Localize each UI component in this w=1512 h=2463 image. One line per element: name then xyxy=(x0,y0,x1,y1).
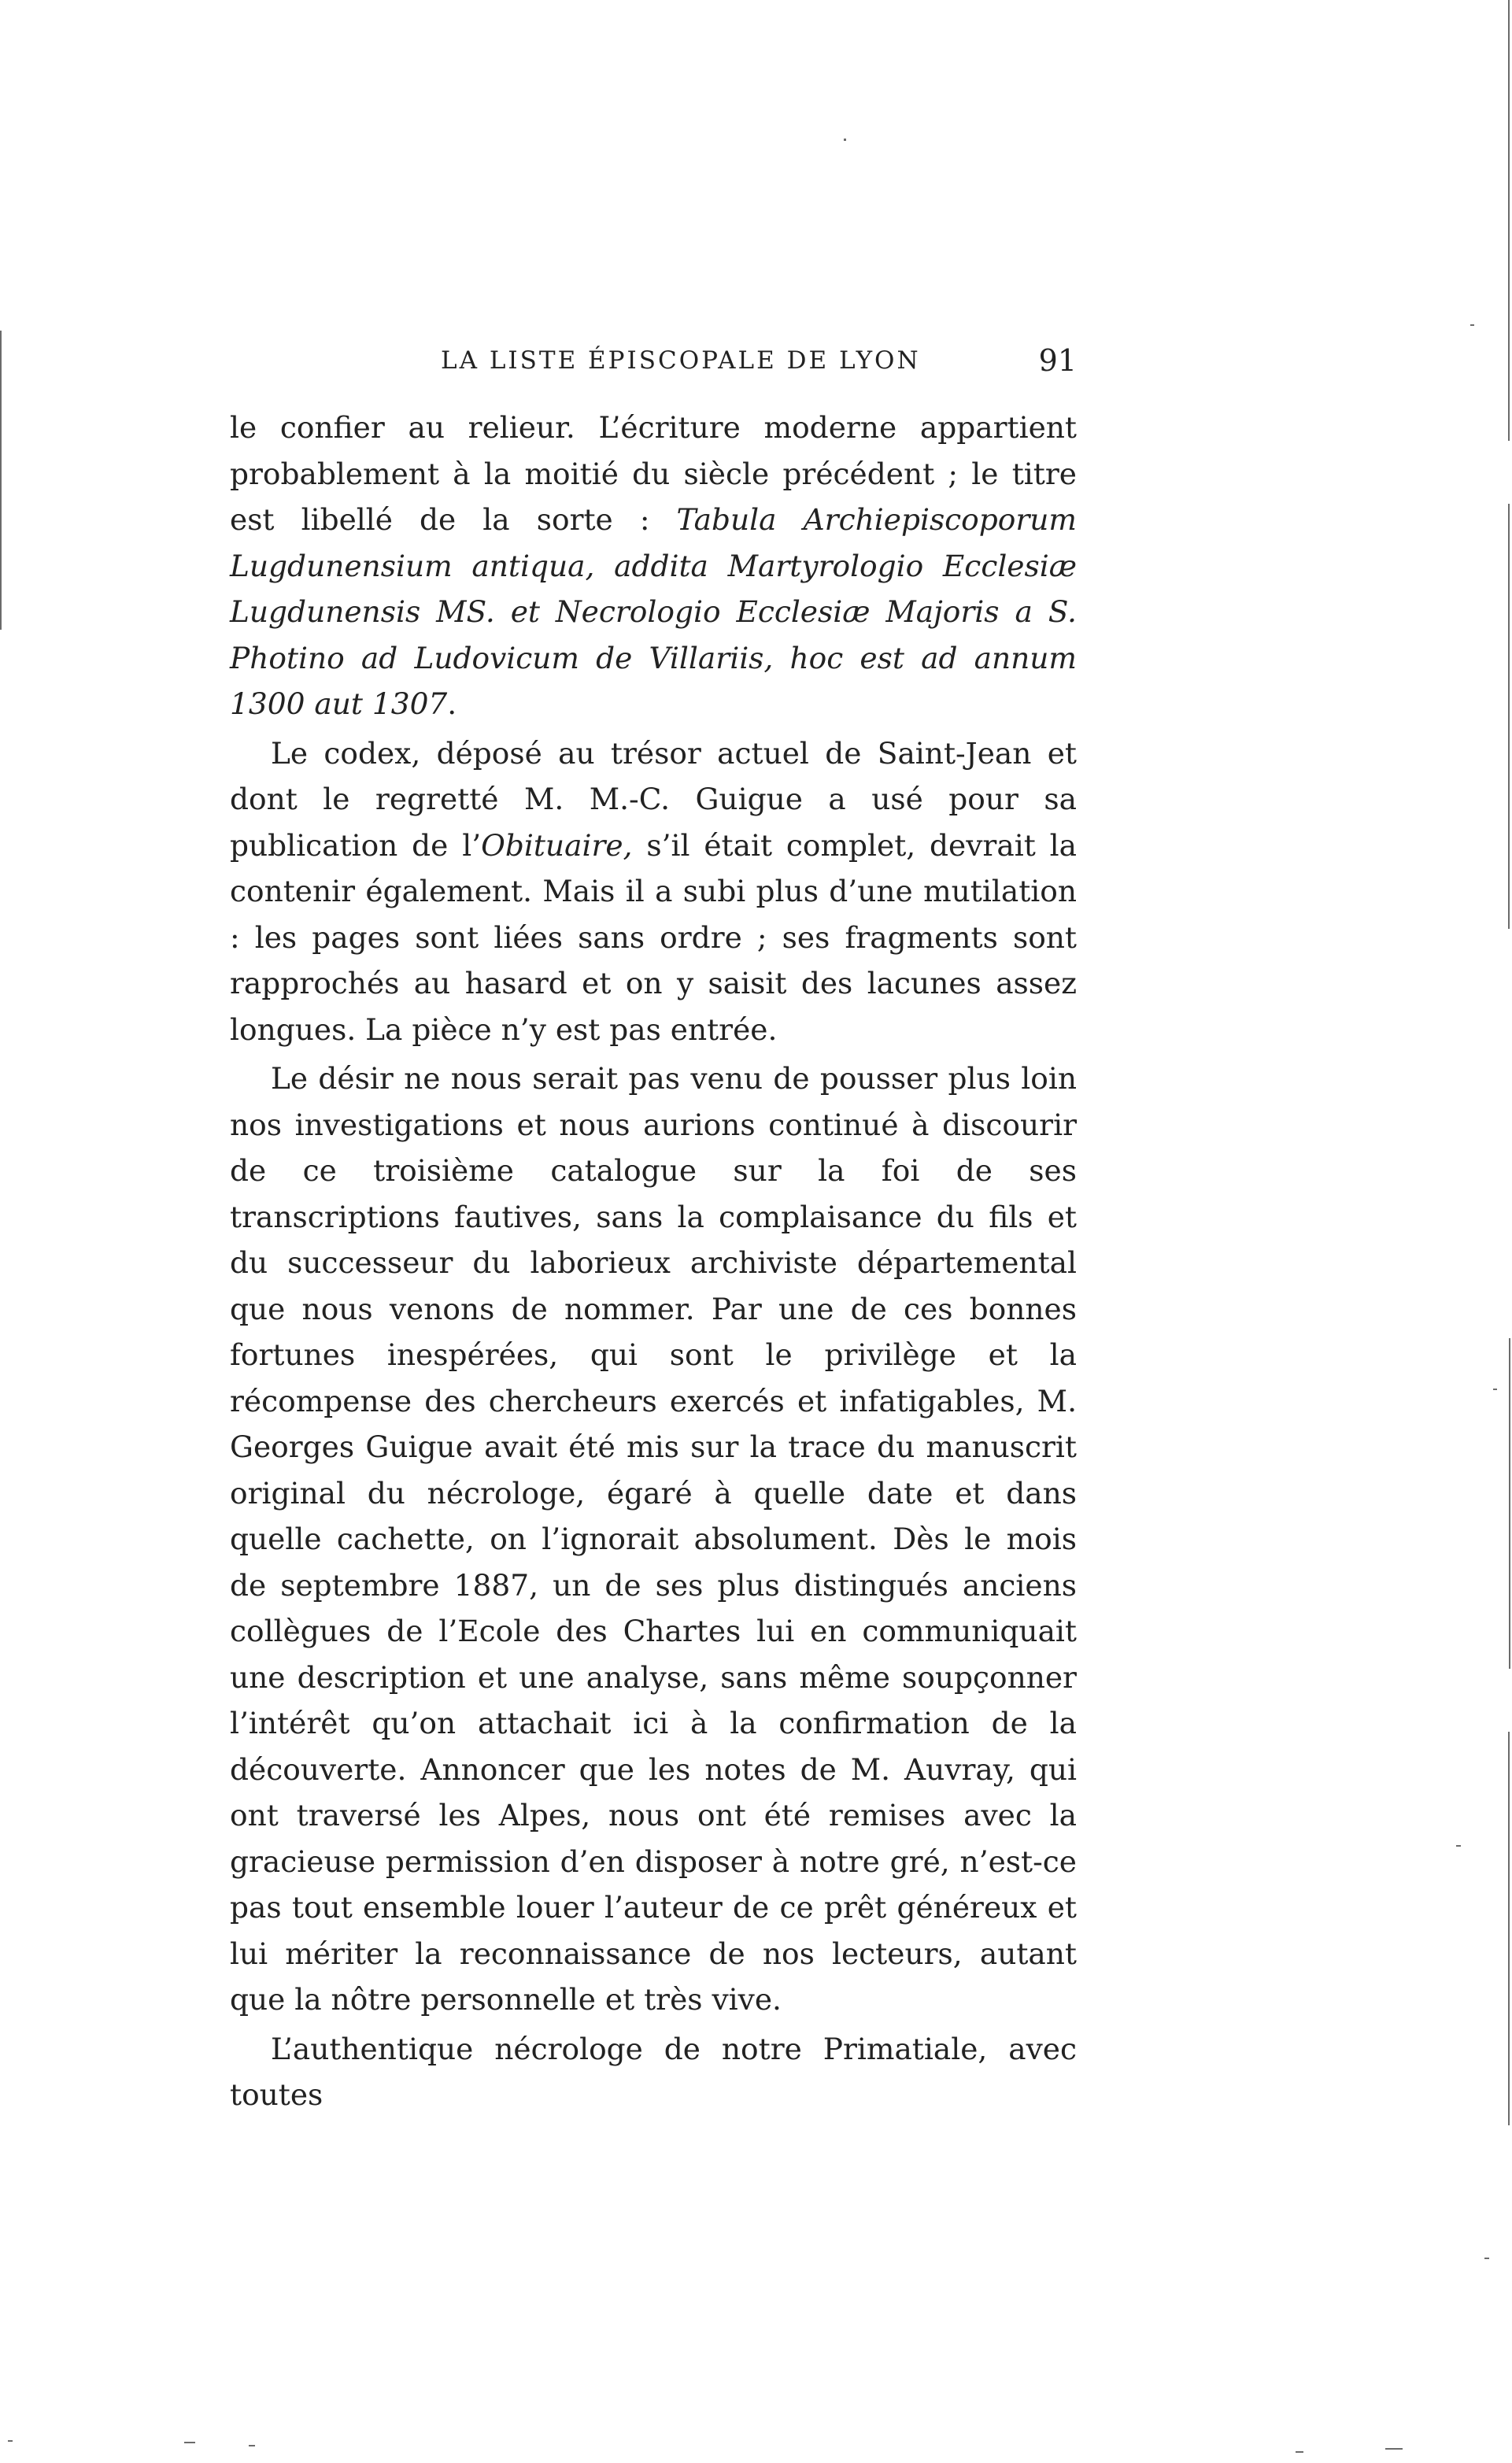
page-number: 91 xyxy=(1038,343,1077,378)
speck-mark xyxy=(1385,2448,1403,2450)
speck-mark xyxy=(1484,2258,1489,2259)
italic-word: Obituaire, xyxy=(481,827,633,863)
paragraph: Le désir ne nous serait pas venu de pousser plus loin nos investigations et nous aurions continué à discourir de ce troisième catalogue sur la foi de ses transcriptions fautives, sans la complaisance du fils et du successeur du laborieux archiviste départemental que nous venons de nommer. Par une de ces bonnes fortunes inespérées, qui sont le privilège et la récompense des chercheurs exercés et infatigables, M. Georges Guigue avait été mis sur la trace du manuscrit original du nécrologe, égaré à quelle date et dans quelle cachette, on l’ignorait absolument. Dès le mois de septembre 1887, un de ses plus distingués anciens collègues de l’Ecole des Chartes lui en communiquait une description et une analyse, sans même soupçonner l’intérêt qu’on attachait ici à la confirmation de la découverte. Annoncer que les notes de M. Auvray, qui ont traversé les Alpes, nous ont été remises avec la gracieuse permission d’en disposer à notre gré, n’est-ce pas tout ensemble louer l’auteur de ce prêt généreux et lui mériter la reconnaissance de nos lecteurs, autant que la nôtre personnelle et très vive. xyxy=(230,1061,1077,2017)
speck-mark xyxy=(184,2442,195,2443)
speck-mark xyxy=(1296,2451,1303,2453)
speck-mark xyxy=(844,139,846,141)
scan-edge-mark xyxy=(1508,1732,1510,2125)
running-title: LA LISTE ÉPISCOPALE DE LYON xyxy=(441,346,921,375)
latin-title: Tabula Archiepiscoporum Lugdunensium antiqua, addita Martyrologio Ecclesiæ Lugdunensis MS. xyxy=(230,502,1077,629)
body-text xyxy=(230,405,1077,2118)
speck-mark xyxy=(1470,324,1474,326)
running-head xyxy=(230,343,1077,386)
paragraph-text: s’il était complet, devrait la contenir également. Mais il a subi plus d’une mutilation : les pages sont liées sans ordre ; ses fragments sont rapprochés au hasard et on y saisit des lacunes assez longues. La pièce n’y est pas entrée. xyxy=(230,827,1077,1047)
paragraph-text: le confier au relieur. L’écriture moderne appartient probablement à la moitié du siècle précédent ; le titre est libellé de la sorte : xyxy=(230,410,1077,537)
scan-edge-mark xyxy=(1508,0,1510,441)
scan-edge-mark xyxy=(0,331,2,630)
paragraph: L’authentique nécrologe de notre Primatiale, avec toutes xyxy=(230,2031,1077,2112)
speck-mark xyxy=(8,2440,13,2442)
scan-edge-mark xyxy=(1509,1338,1510,1669)
paragraph-text: Le codex, déposé au trésor actuel de Saint-Jean et dont le regretté M. M.-C. Guigue a usé pour sa publication de l’ xyxy=(230,735,1077,863)
speck-mark xyxy=(1493,1389,1497,1390)
latin-title-continued: et Necrologio Ecclesiæ Majoris a S. Photino ad Ludovicum de Villariis, hoc est ad annum 1300 aut 1307 xyxy=(230,594,1077,721)
paragraph xyxy=(230,730,1077,1053)
scan-edge-mark xyxy=(1508,504,1510,929)
paragraph-text: . xyxy=(447,686,457,721)
paragraph-continued xyxy=(230,405,1077,727)
speck-mark xyxy=(1456,1845,1461,1847)
speck-mark xyxy=(249,2445,255,2446)
